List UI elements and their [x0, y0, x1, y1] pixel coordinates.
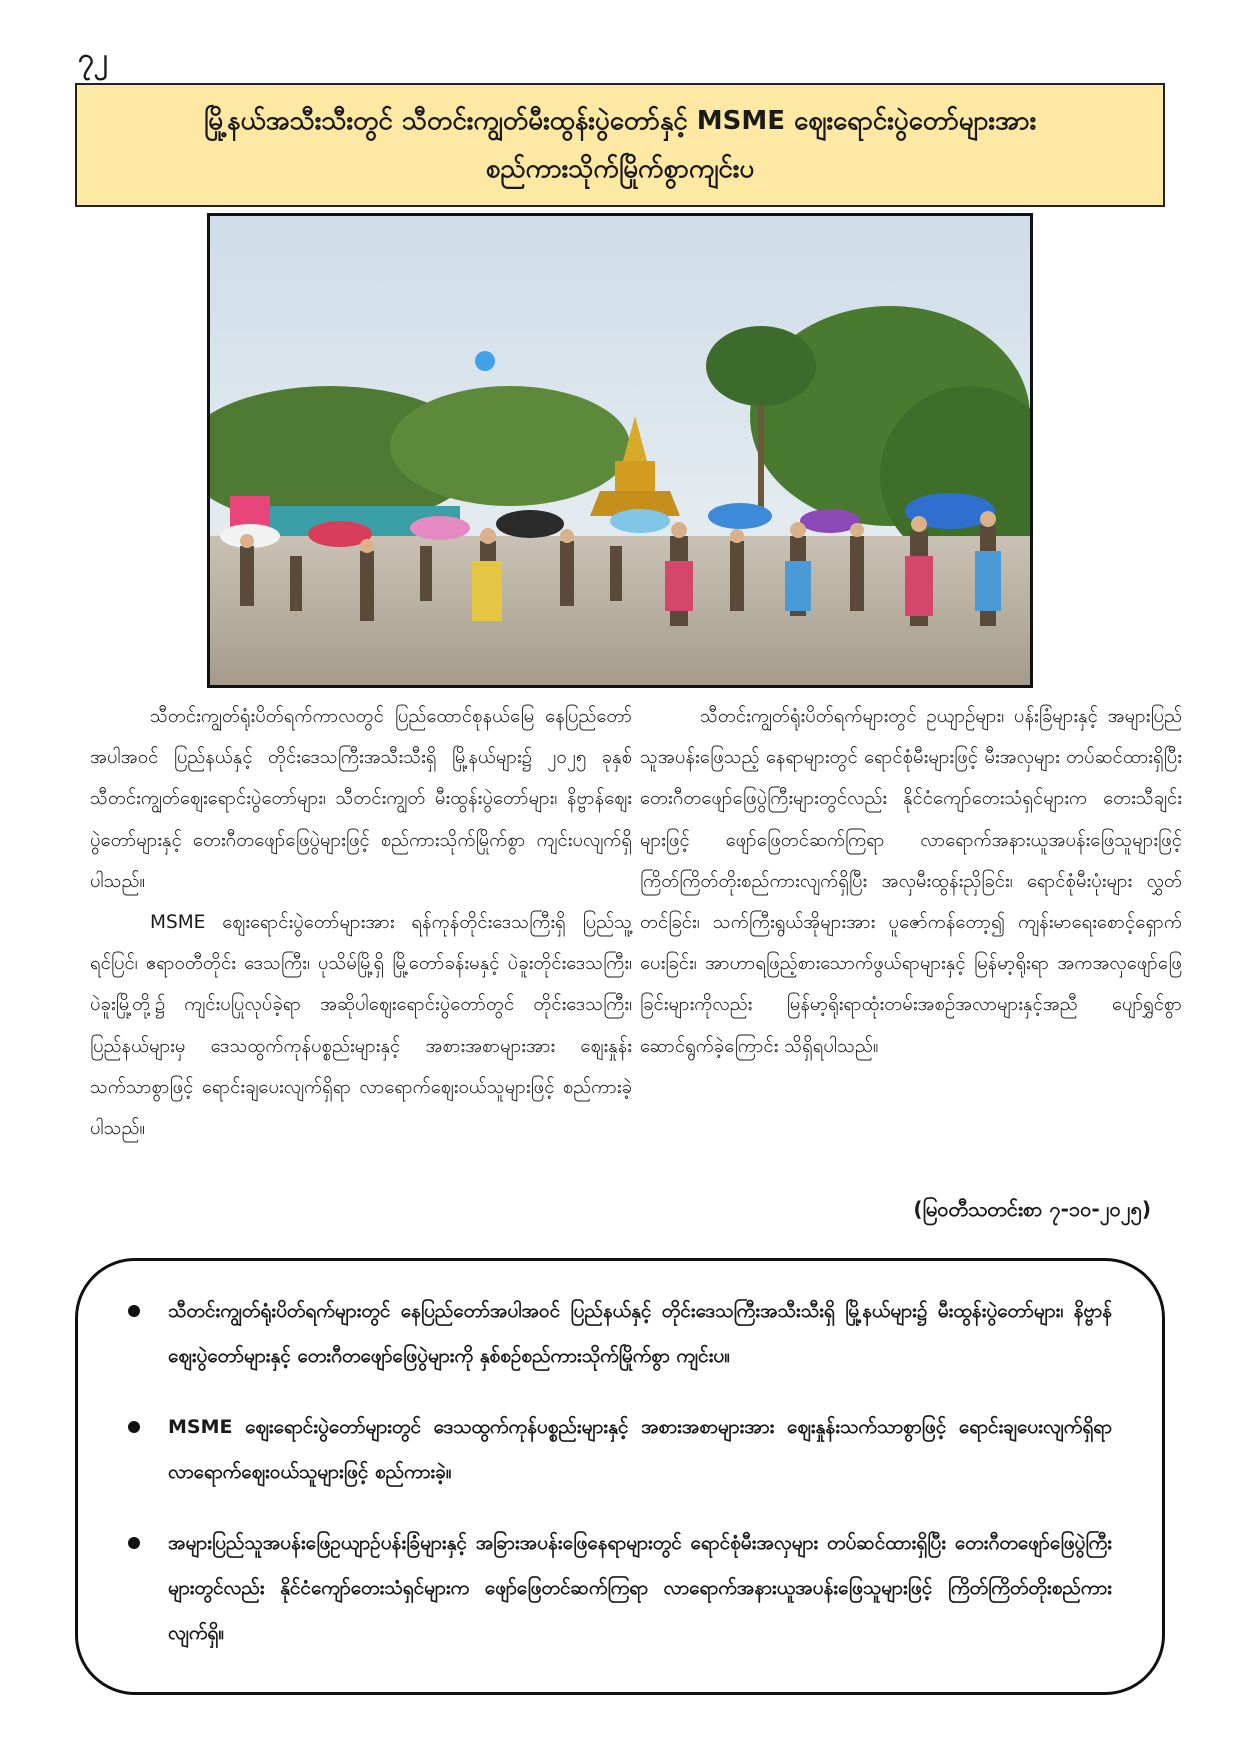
- article-paragraph: သီတင်းကျွတ်ရုံးပိတ်ရက်ကာလတွင် ပြည်ထောင်စုနယ်မြေ နေပြည်တော်အပါအဝင် ပြည်နယ်နှင့် တိုင်းဒေသကြီးအသီးသီးရှိ မြို့နယ်များ၌ ၂၀၂၅ ခုနှစ် သီတင်းကျွတ်ဈေးရောင်းပွဲတော်များ၊ သီတင်းကျွတ် မီးထွန်းပွဲတော်များ၊ နိဗ္ဗာန်ဈေးပွဲတော်များနှင့် တေးဂီတဖျော်ဖြေပွဲများဖြင့် စည်ကားသိုက်မြိုက်စွာ ကျင်းပလျက်ရှိပါသည်။: [90, 706, 632, 892]
- summary-bullet: အများပြည်သူအပန်းဖြေဥယျာဉ်ပန်းခြံများနှင့် အခြားအပန်းဖြေနေရာများတွင် ရောင်စုံမီးအလှများ တပ်ဆင်ထားရှိပြီး တေးဂီတဖျော်ဖြေပွဲကြီးများတွင်လည်း နိုင်ငံကျော်တေးသံရှင်များက ဖျော်ဖြေတင်ဆက်ကြရာ လာရောက်အနားယူအပန်းဖြေသူများဖြင့် ကြိတ်ကြိတ်တိုးစည်ကားလျက်ရှိ။: [128, 1521, 1112, 1656]
- summary-box: [75, 1258, 1165, 1695]
- article-paragraph: MSME ဈေးရောင်းပွဲတော်များအား ရန်ကုန်တိုင်းဒေသကြီးရှိ ပြည်သူ့ရင်ပြင်၊ ဧရာဝတီတိုင်း ဒေသကြီး၊ ပုသိမ်မြို့ရှိ မြို့တော်ခန်းမနှင့် ပဲခူးတိုင်းဒေသကြီး၊ ပဲခူးမြို့တို့၌ ကျင်းပပြုလုပ်ခဲ့ရာ အဆိုပါဈေးရောင်းပွဲတော်တွင် တိုင်းဒေသကြီး၊ ပြည်နယ်များမှ ဒေသထွက်ကုန်ပစ္စည်းများနှင့် အစားအစာများအား ဈေးနှုန်းသက်သာစွာဖြင့် ရောင်းချပေးလျက်ရှိရာ လာရောက်ဈေးဝယ်သူများဖြင့် စည်ကားခဲ့ပါသည်။: [90, 912, 632, 1140]
- article-left-column: [90, 696, 632, 1149]
- article-right-column: [640, 696, 1182, 1067]
- summary-bullet: သီတင်းကျွတ်ရုံးပိတ်ရက်များတွင် နေပြည်တော်အပါအဝင် ပြည်နယ်နှင့် တိုင်းဒေသကြီးအသီးသီးရှိ မြို့နယ်များ၌ မီးထွန်းပွဲတော်များ၊ နိဗ္ဗာန်ဈေးပွဲတော်များနှင့် တေးဂီတဖျော်ဖြေပွဲများကို နှစ်စဉ်စည်ကားသိုက်မြိုက်စွာ ကျင်းပ။: [128, 1289, 1112, 1379]
- summary-bullet: MSME ဈေးရောင်းပွဲတော်များတွင် ဒေသထွက်ကုန်ပစ္စည်းများနှင့် အစားအစာများအား ဈေးနှုန်းသက်သာစွာဖြင့် ရောင်းချပေးလျက်ရှိရာ လာရောက်ဈေးဝယ်သူများဖြင့် စည်ကားခဲ့။: [128, 1405, 1112, 1495]
- page-number: ၇၂: [78, 42, 108, 75]
- headline-box: [75, 83, 1165, 207]
- festival-photo-illustration: [210, 216, 1030, 685]
- festival-photo: [207, 213, 1033, 688]
- headline-line-2: စည်ကားသိုက်မြိုက်စွာကျင်းပ: [485, 154, 755, 184]
- source-citation: (မြဝတီသတင်းစာ ၇-၁၀-၂၀၂၅): [913, 1197, 1151, 1221]
- article-paragraph: သီတင်းကျွတ်ရုံးပိတ်ရက်များတွင် ဥယျာဉ်များ၊ ပန်းခြံများနှင့် အများပြည်သူအပန်းဖြေသည့် နေရာများတွင် ရောင်စုံမီးများဖြင့် မီးအလှများ တပ်ဆင်ထားရှိပြီး တေးဂီတဖျော်ဖြေပွဲကြီးများတွင်လည်း နိုင်ငံကျော်တေးသံရှင်များက တေးသီချင်းများဖြင့် ဖျော်ဖြေတင်ဆက်ကြရာ လာရောက်အနားယူအပန်းဖြေသူများဖြင့် ကြိတ်ကြိတ်တိုးစည်ကားလျက်ရှိပြီး အလှမီးထွန်းညှိခြင်း၊ ရောင်စုံမီးပုံးများ လွှတ်တင်ခြင်း၊ သက်ကြီးရွယ်အိုများအား ပူဇော်ကန်တော့၍ ကျန်းမာရေးစောင့်ရှောက်ပေးခြင်း၊ အာဟာရဖြည့်စားသောက်ဖွယ်ရာများနှင့် မြန်မာ့ရိုးရာ အကအလှဖျော်ဖြေခြင်းများကိုလည်း မြန်မာ့ရိုးရာထုံးတမ်းအစဉ်အလာများနှင့်အညီ ပျော်ရွှင်စွာ ဆောင်ရွက်ခဲ့ကြောင်း သိရှိရပါသည်။: [640, 706, 1182, 1057]
- headline-line-1: မြို့နယ်အသီးသီးတွင် သီတင်းကျွတ်မီးထွန်းပွဲတော်နှင့် MSME ဈေးရောင်းပွဲတော်များအား: [203, 106, 1037, 136]
